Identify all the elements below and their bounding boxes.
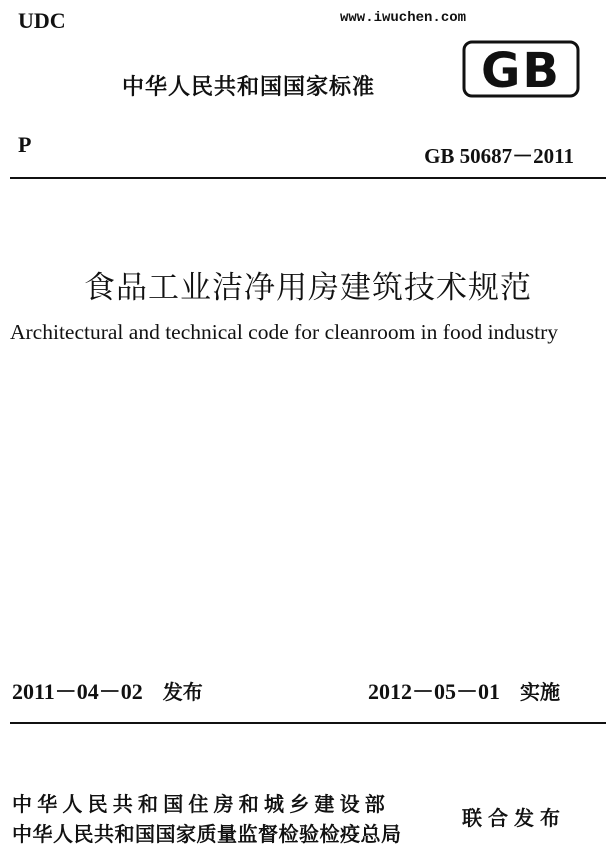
document-title-chinese: 食品工业洁净用房建筑技术规范 [84,270,532,306]
document-title-english: Architectural and technical code for cleanroom in food industry [10,320,559,344]
issue-date-row [12,675,203,706]
top-divider [10,177,606,179]
issuer-ministry-housing: 中华人民共和国住房和城乡建设部 [12,792,390,816]
joint-issue-label: 联合发布 [462,806,566,830]
gb-logo-icon [462,40,580,98]
issue-date: 2011－04－02 [12,679,143,704]
website-watermark: www.iwuchen.com [340,10,467,26]
udc-label: UDC [18,8,66,33]
effective-date-row [368,675,560,706]
issue-label: 发布 [162,680,203,704]
standard-number: GB 50687－2011 [424,144,574,168]
category-code: P [18,132,32,157]
effective-label: 实施 [520,680,561,704]
issuer-aqsiq: 中华人民共和国国家质量监督检验检疫总局 [12,822,402,846]
national-standard-heading: 中华人民共和国国家标准 [122,75,376,100]
bottom-divider [10,722,606,724]
effective-date: 2012－05－01 [368,679,501,704]
gb-logo-text: GB [481,43,561,98]
